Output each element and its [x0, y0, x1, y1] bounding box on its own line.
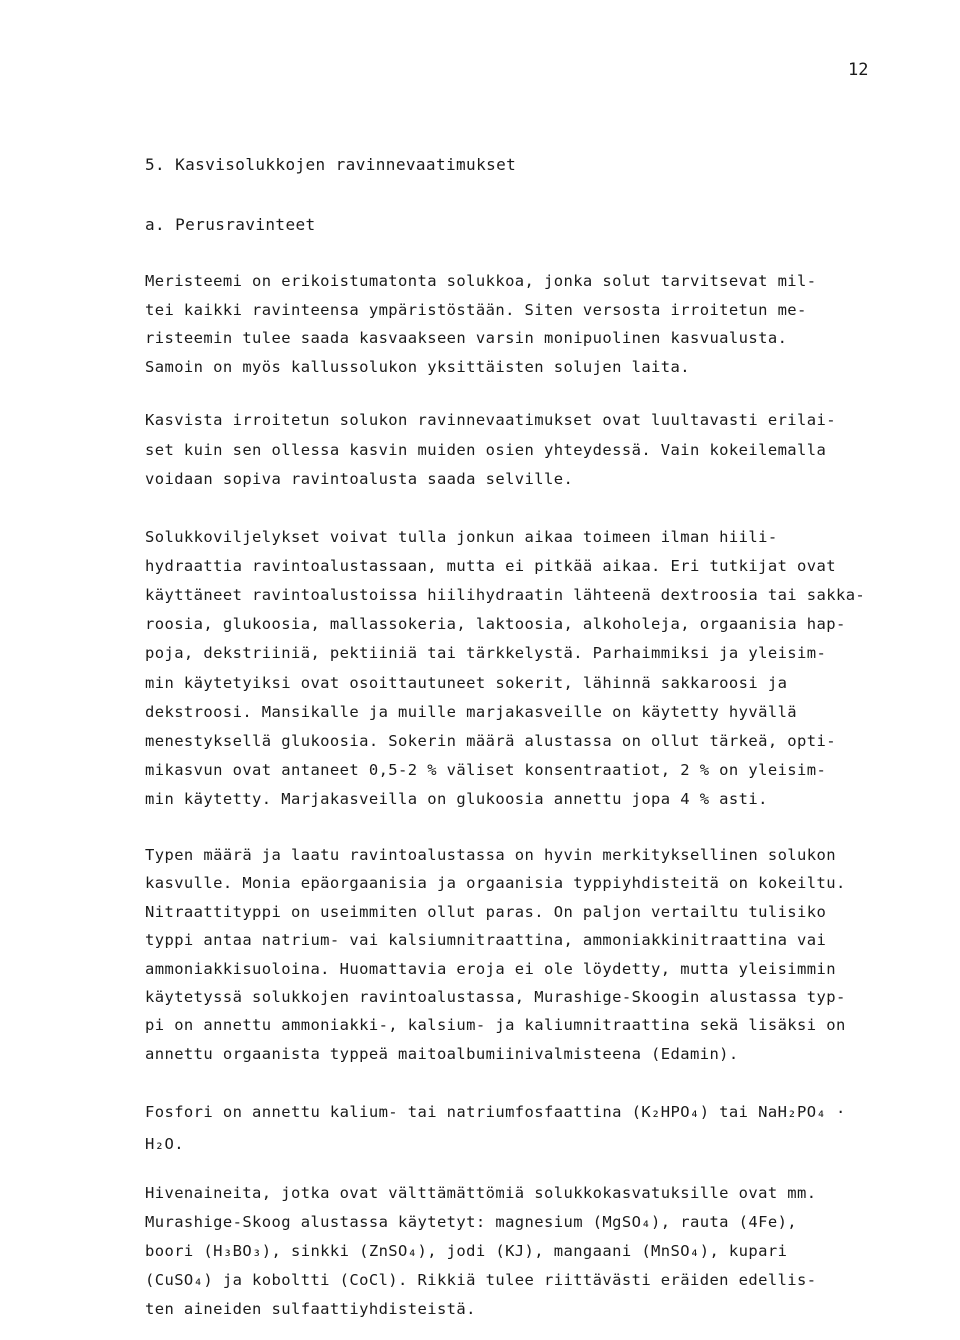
- paragraph-3-line: min käytetty. Marjakasveilla on glukoosia annettu jopa 4 % asti.: [145, 790, 768, 808]
- paragraph-5-line: Fosfori on annettu kalium- tai natriumfosfaattina (K₂HPO₄) tai NaH₂PO₄ ·: [145, 1103, 846, 1121]
- subsection-title: a. Perusravinteet: [145, 215, 316, 234]
- paragraph-3-line: min käytetyiksi ovat osoittautuneet sokerit, lähinnä sakkaroosi ja: [145, 674, 788, 692]
- paragraph-3-line: roosia, glukoosia, mallassokeria, laktoosia, alkoholeja, orgaanisia hap-: [145, 615, 846, 633]
- paragraph-3-line: hydraattia ravintoalustassaan, mutta ei pitkää aikaa. Eri tutkijat ovat: [145, 557, 836, 575]
- paragraph-6-line: Murashige-Skoog alustassa käytetyt: magnesium (MgSO₄), rauta (4Fe),: [145, 1213, 798, 1231]
- paragraph-3-line: Solukkoviljelykset voivat tulla jonkun aikaa toimeen ilman hiili-: [145, 528, 778, 546]
- paragraph-2-line: voidaan sopiva ravintoalusta saada selville.: [145, 470, 574, 488]
- paragraph-3-line: poja, dekstriiniä, pektiiniä tai tärkkelystä. Parhaimmiksi ja yleisim-: [145, 644, 827, 662]
- section-title: 5. Kasvisolukkojen ravinnevaatimukset: [145, 155, 517, 174]
- paragraph-4-line: Typen määrä ja laatu ravintoalustassa on hyvin merkityksellinen solukon: [145, 846, 836, 864]
- paragraph-4-line: ammoniakkisuoloina. Huomattavia eroja ei ole löydetty, mutta yleisimmin: [145, 960, 836, 978]
- paragraph-3-line: mikasvun ovat antaneet 0,5-2 % väliset konsentraatiot, 2 % on yleisim-: [145, 761, 827, 779]
- paragraph-1-line: risteemin tulee saada kasvaakseen varsin monipuolinen kasvualusta.: [145, 329, 788, 347]
- paragraph-4-line: annettu orgaanista typpeä maitoalbumiinivalmisteena (Edamin).: [145, 1045, 739, 1063]
- paragraph-4-line: Nitraattityppi on useimmiten ollut paras. On paljon vertailtu tulisiko: [145, 903, 827, 921]
- paragraph-2-line: set kuin sen ollessa kasvin muiden osien yhteydessä. Vain kokeilemalla: [145, 441, 827, 459]
- paragraph-1-line: Meristeemi on erikoistumatonta solukkoa, jonka solut tarvitsevat mil-: [145, 272, 817, 290]
- paragraph-3-line: dekstroosi. Mansikalle ja muille marjakasveille on käytetty hyvällä: [145, 703, 798, 721]
- page-number: 12: [848, 60, 869, 80]
- paragraph-4-line: kasvulle. Monia epäorgaanisia ja orgaanisia typpiyhdisteitä on kokeiltu.: [145, 874, 846, 892]
- paragraph-5-line: H₂O.: [145, 1135, 184, 1153]
- paragraph-1-line: Samoin on myös kallussolukon yksittäisten solujen laita.: [145, 358, 690, 376]
- paragraph-6-line: (CuSO₄) ja koboltti (CoCl). Rikkiä tulee riittävästi eräiden edellis-: [145, 1271, 817, 1289]
- paragraph-6-line: ten aineiden sulfaattiyhdisteistä.: [145, 1300, 476, 1318]
- paragraph-4-line: käytetyssä solukkojen ravintoalustassa, Murashige-Skoogin alustassa typ-: [145, 988, 846, 1006]
- paragraph-2-line: Kasvista irroitetun solukon ravinnevaatimukset ovat luultavasti erilai-: [145, 411, 836, 429]
- paragraph-4-line: typpi antaa natrium- vai kalsiumnitraattina, ammoniakkinitraattina vai: [145, 931, 827, 949]
- paragraph-1-line: tei kaikki ravinteensa ympäristöstään. Siten versosta irroitetun me-: [145, 301, 807, 319]
- paragraph-4-line: pi on annettu ammoniakki-, kalsium- ja kaliumnitraattina sekä lisäksi on: [145, 1016, 846, 1034]
- paragraph-6-line: boori (H₃BO₃), sinkki (ZnSO₄), jodi (KJ), mangaani (MnSO₄), kupari: [145, 1242, 788, 1260]
- paragraph-3-line: käyttäneet ravintoalustoissa hiilihydraatin lähteenä dextroosia tai sakka-: [145, 586, 866, 604]
- paragraph-6-line: Hivenaineita, jotka ovat välttämättömiä solukkokasvatuksille ovat mm.: [145, 1184, 817, 1202]
- paragraph-3-line: menestyksellä glukoosia. Sokerin määrä alustassa on ollut tärkeä, opti-: [145, 732, 836, 750]
